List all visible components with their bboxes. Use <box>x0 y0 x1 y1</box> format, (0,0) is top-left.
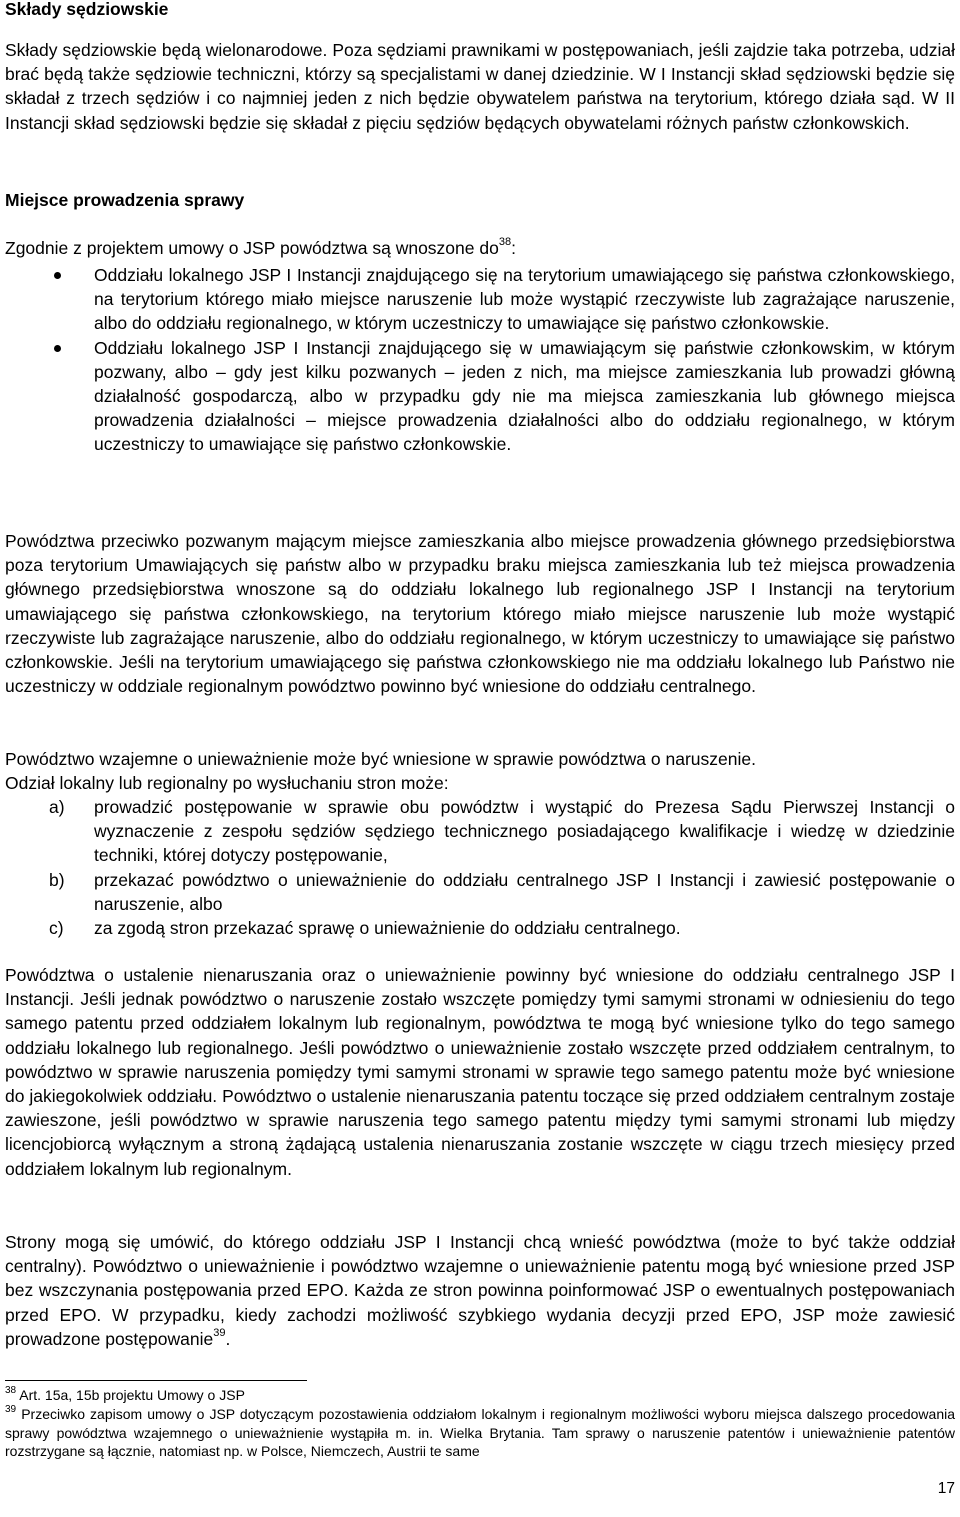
footnotes <box>5 1386 955 1461</box>
list-item <box>5 263 955 336</box>
footnote-text: Art. 15a, 15b projektu Umowy o JSP <box>19 1387 245 1403</box>
list-item <box>5 916 955 940</box>
list-marker: c) <box>49 918 64 939</box>
option-text: za zgodą stron przekazać sprawę o unieważnienie do oddziału centralnego. <box>94 918 681 939</box>
footnote-ref-38: 38 <box>498 236 512 249</box>
footnote-38 <box>5 1386 955 1405</box>
footnote-number: 39 <box>5 1404 17 1416</box>
party-agreement-end: . <box>225 1328 231 1349</box>
bullet-text: Oddziału lokalnego JSP I Instancji znajdującego się w umawiającym się państwie członkowskim, w którym pozwany, albo – gdy jest kilku pozwanych – jeden z nich, ma miejsce zamieszkania lub prowadzi główną działalność gospodarczą, albo w przypadku gdy nie ma miejsca zamieszkania lub głównego miejsca prowadzenia działalności – miejsce prowadzenia działalności albo do oddziału regionalnego, w którym uczestniczy to umawiające się państwo członkowskie. <box>94 337 955 455</box>
section-heading-judges: Składy sędziowskie <box>5 0 169 19</box>
footnote-text: Przeciwko zapisom umowy o JSP dotyczącym pozostawienia oddziałom lokalnym i regionalnym możliwości wyboru miejsca dalszego procedowania sprawy powództwa wzajemnego o unieważnienie wystąpiła m. in. Wielka Brytania. Tam sprawy o naruszenie patentów i unieważnienie patentów rozstrzygane są łącznie, natomiast np. w Polsce, Niemczech, Austrii te same <box>5 1405 956 1460</box>
bullet-icon <box>54 345 61 352</box>
options-list <box>5 795 955 940</box>
list-item <box>5 868 955 916</box>
footnote-ref-39: 39 <box>213 1326 226 1339</box>
paragraph-party-agreement <box>5 1230 955 1351</box>
paragraph-division-options: Odział lokalny lub regionalny po wysłuchaniu stron może: <box>5 773 449 793</box>
paragraph-counterclaim: Powództwo wzajemne o unieważnienie może być wniesione w sprawie powództwa o naruszenie. <box>5 749 756 769</box>
paragraph-foreign-defendants: Powództwa przeciwko pozwanym mającym miejsce zamieszkania albo miejsce prowadzenia głównego przedsiębiorstwa poza terytorium Umawiających się państw albo w przypadku braku miejsca zamieszkania lub też miejsca prowadzenia głównego przedsiębiorstwa wnoszone są do oddziału lokalnego lub regionalnego JSP I Instancji na terytorium umawiającego się państwa członkowskiego, na terytorium którego miało miejsce naruszenie lub może wystąpić rzeczywiste lub zagrażające naruszenie, albo do oddziału regionalnego, w którym uczestniczy to umawiające się państwo członkowskie. Jeśli na terytorium umawiającego się państwa członkowskiego nie ma oddziału lokalnego lub Państwo nie uczestniczy w oddziale regionalnym powództwo powinno być wniesione do oddziału centralnego. <box>5 531 955 697</box>
footnote-divider <box>5 1380 307 1381</box>
venue-intro-text: Zgodnie z projektem umowy o JSP powództwa są wnoszone do <box>5 238 499 258</box>
option-text: prowadzić postępowanie w sprawie obu powództw i wystąpić do Prezesa Sądu Pierwszej Instancji o wyznaczenie z zespołu sędziów sędziego technicznego posiadającego kwalifikacje i wiedzę w dziedzinie techniki, której dotyczy postępowanie, <box>94 797 955 866</box>
bullet-text: Oddziału lokalnego JSP I Instancji znajdującego się na terytorium umawiającego się państwa członkowskiego, na terytorium którego miało miejsce naruszenie lub może wystąpić rzeczywiste lub zagrażające naruszenie, albo do oddziału regionalnego, w którym uczestniczy to umawiające się państwo członkowskie. <box>94 265 955 334</box>
paragraph-non-infringement: Powództwa o ustalenie nienaruszania oraz o unieważnienie powinny być wniesione do oddziału centralnego JSP I Instancji. Jeśli jednak powództwo o naruszenie zostało wszczęte pomiędzy tymi samymi stronami w odniesieniu do tego samego patentu przed oddziałem lokalnym lub regionalnym, powództwa te mogą być wniesione tylko do tego samego oddziału lokalnego lub regionalnego. Jeśli powództwo o unieważnienie zostało wszczęte przed oddziałem centralnym, to powództwo w sprawie naruszenia pomiędzy tymi samymi stronami w sprawie tego samego patentu może być wniesione do jakiegokolwiek oddziału. Powództwo o ustalenie nienaruszania patentu toczące się przed oddziałem centralnym zostaje zawieszone, jeśli powództwo w sprawie naruszenia tego samego patentu między tymi samymi stronami lub między licencjobiorcą wyłącznym a stroną żądającą ustalenia nienaruszania zostanie wszczęte w ciągu trzech miesięcy przed oddziałem lokalnym lub regionalnym. <box>5 965 955 1179</box>
venue-bullet-list <box>5 263 955 457</box>
venue-intro-end: : <box>511 238 516 258</box>
footnote-number: 38 <box>5 1385 17 1397</box>
page-number: 17 <box>937 1480 955 1497</box>
list-item <box>5 336 955 457</box>
list-marker: b) <box>49 869 65 890</box>
paragraph-judges: Składy sędziowskie będą wielonarodowe. Poza sędziami prawnikami w postępowaniach, jeśli zajdzie taka potrzeba, udział brać będą także sędziowie techniczni, którzy są specjalistami w danej dziedzinie. W I Instancji skład sędziowski będzie się składał z trzech sędziów i co najmniej jeden z nich będzie obywatelem państwa na terytorium, którego działa sąd. W II Instancji skład sędziowski będzie się składał z pięciu sędziów będących obywatelami różnych państw członkowskich. <box>5 40 955 133</box>
party-agreement-text: Strony mogą się umówić, do którego oddziału JSP I Instancji chcą wnieść powództwa (może to być także oddział centralny). Powództwo o unieważnienie i powództwo wzajemne o unieważnienie patentu mogą być wniesione przed JSP bez wszczynania postępowania przed EPO. Każda ze stron powinna poinformować JSP o ewentualnych postępowaniach przed EPO. W przypadku, kiedy zachodzi możliwość szybkiego wydania decyzji przed EPO, JSP może zawiesić prowadzone postępowanie <box>5 1232 955 1349</box>
paragraph-venue-intro <box>5 236 955 260</box>
bullet-icon <box>54 272 61 279</box>
list-item <box>5 795 955 868</box>
list-marker: a) <box>49 797 65 817</box>
option-text: przekazać powództwo o unieważnienie do oddziału centralnego JSP I Instancji i zawiesić postępowanie o naruszenie, albo <box>94 869 955 914</box>
section-heading-venue: Miejsce prowadzenia sprawy <box>5 190 245 210</box>
footnote-39 <box>5 1405 955 1461</box>
